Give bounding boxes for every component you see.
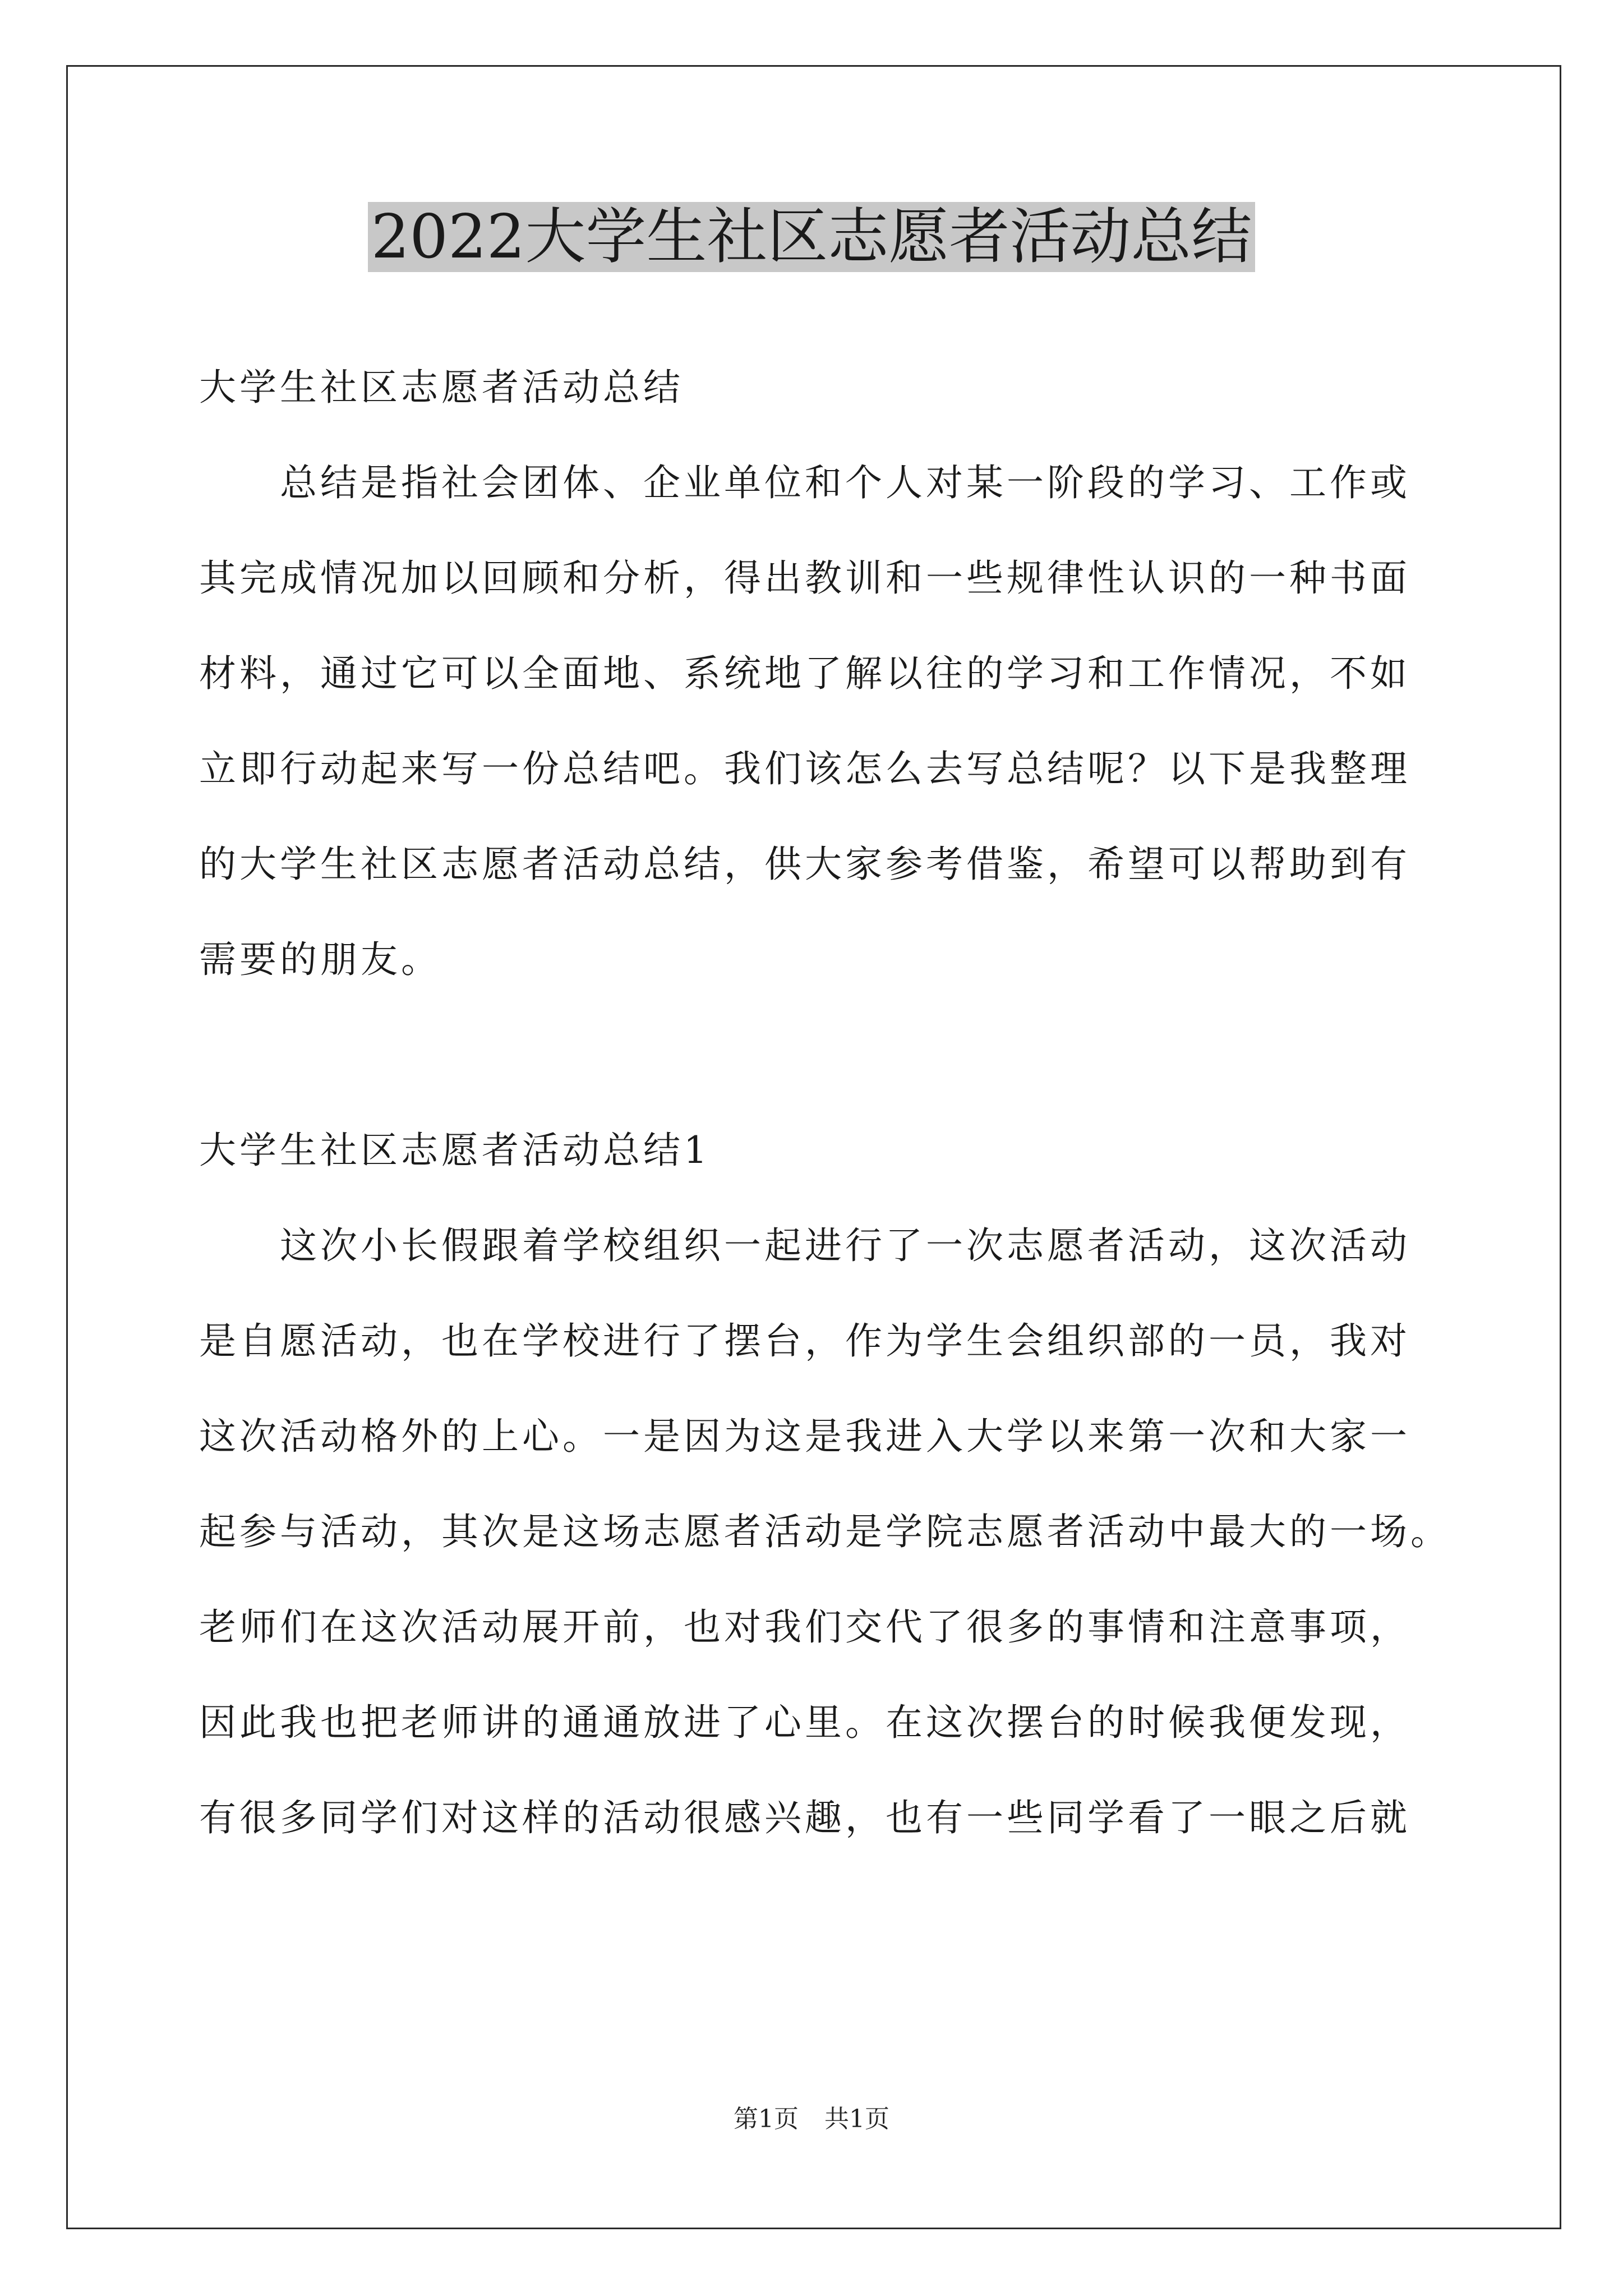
paragraph-line: 立即行动起来写一份总结吧。我们该怎么去写总结呢？以下是我整理 bbox=[199, 747, 1410, 790]
section-heading: 大学生社区志愿者活动总结1 bbox=[199, 1129, 711, 1172]
paragraph-line: 总结是指社会团体、企业单位和个人对某一阶段的学习、工作或 bbox=[199, 461, 1410, 504]
paragraph-line: 有很多同学们对这样的活动很感兴趣，也有一些同学看了一眼之后就 bbox=[199, 1796, 1410, 1839]
paragraph-line: 是自愿活动，也在学校进行了摆台，作为学生会组织部的一员，我对 bbox=[199, 1319, 1410, 1363]
paragraph-line: 因此我也把老师讲的通通放进了心里。在这次摆台的时候我便发现， bbox=[199, 1701, 1410, 1744]
page-total: 共1页 bbox=[824, 2105, 889, 2133]
paragraph-line: 起参与活动，其次是这场志愿者活动是学院志愿者活动中最大的一场。 bbox=[199, 1510, 1451, 1553]
page-footer bbox=[0, 2102, 1623, 2136]
document-title-text: 2022大学生社区志愿者活动总结 bbox=[368, 202, 1256, 272]
paragraph-gap bbox=[199, 1007, 1455, 1103]
paragraph-line: 这次活动格外的上心。一是因为这是我进入大学以来第一次和大家一 bbox=[199, 1415, 1410, 1458]
paragraph-line: 材料，通过它可以全面地、系统地了解以往的学习和工作情况，不如 bbox=[199, 652, 1410, 695]
document-title bbox=[0, 195, 1623, 279]
section-heading: 大学生社区志愿者活动总结 bbox=[199, 366, 684, 409]
paragraph-line: 其完成情况加以回顾和分析，得出教训和一些规律性认识的一种书面 bbox=[199, 556, 1410, 600]
paragraph-line: 这次小长假跟着学校组织一起进行了一次志愿者活动，这次活动 bbox=[199, 1224, 1410, 1267]
document-body bbox=[199, 340, 1455, 1866]
paragraph-line: 老师们在这次活动展开前，也对我们交代了很多的事情和注意事项， bbox=[199, 1605, 1410, 1649]
page-number: 第1页 bbox=[734, 2105, 799, 2133]
paragraph-line: 的大学生社区志愿者活动总结，供大家参考借鉴，希望可以帮助到有 bbox=[199, 843, 1410, 886]
paragraph-line: 需要的朋友。 bbox=[199, 938, 441, 981]
